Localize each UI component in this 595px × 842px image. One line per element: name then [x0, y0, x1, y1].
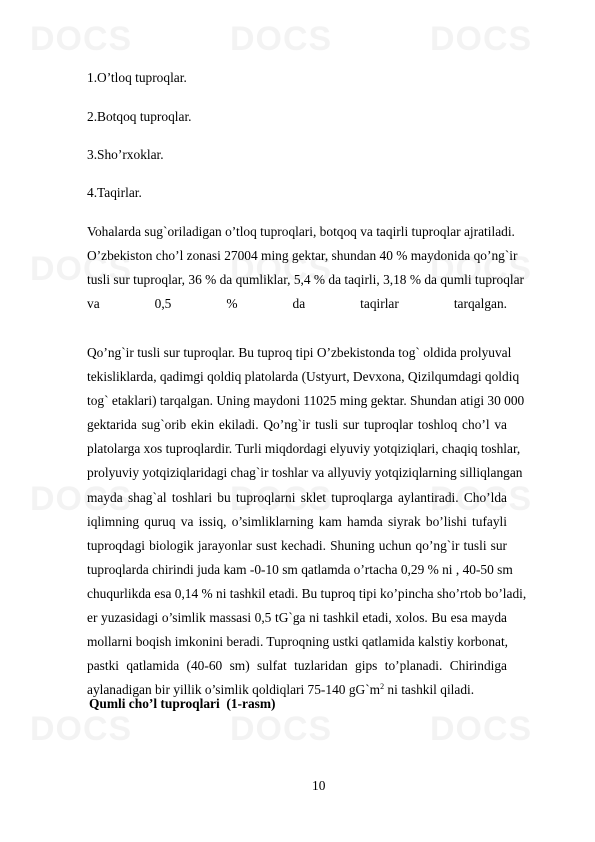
text-line: mayda shag`al toshlari bu tuproqlarni sklet tuproqlarga aylantiradi. Cho’lda — [87, 489, 507, 505]
watermark — [430, 20, 532, 59]
watermark — [430, 710, 532, 749]
watermark — [30, 20, 132, 59]
text-line: O’zbekiston cho’l zonasi 27004 ming gektar, shundan 40 % maydonida qo’ng`ir — [87, 248, 518, 264]
text-line: tuproqdagi biologik jarayonlar sust kechadi. Shuning uchun qo’ng`ir tusli sur — [87, 537, 507, 553]
text-run: ni tashkil qiladi. — [384, 682, 475, 698]
text-run: aylanadigan bir yillik o’simlik qoldiqlari 75-140 gG`m — [87, 682, 381, 698]
text-line: Qo’ng`ir tusli sur tuproqlar. Bu tuproq tipi O’zbekistonda tog` oldida prolyuval — [87, 345, 512, 360]
text-line: tuproqlarda chirindi juda kam -0-10 sm qatlamda o’rtacha 0,29 % ni , 40-50 sm — [87, 561, 513, 577]
text-line: tusli sur tuproqlar, 36 % da qumliklar, 5,4 % da taqirli, 3,18 % da qumli tuproqlar — [87, 272, 525, 288]
text-line: iqlimning quruq va issiq, o’simliklarning kam hamda siyrak bo’lishi tufayli — [87, 513, 507, 529]
text-line: tog` etaklari) tarqalgan. Uning maydoni 11025 ming gektar. Shundan atigi 30 000 — [87, 393, 525, 409]
list-item: 3.Sho’rxoklar. — [87, 147, 164, 162]
text-line: er yuzasidagi o’simlik massasi 0,5 tG`ga ni tashkil etadi, xolos. Bu esa mayda — [87, 610, 507, 626]
section-heading: Qumli cho’l tuproqlari (1-rasm) — [89, 696, 276, 711]
paragraph-2 — [87, 341, 527, 702]
text-line: gektarida sug`orib ekin ekiladi. Qo’ng`ir tusli sur tuproqlar toshloq cho’l va — [87, 417, 507, 433]
page-number: 10 — [312, 778, 326, 793]
watermark — [230, 20, 332, 59]
text-line: mollarni boqish imkonini beradi. Tuproqning ustki qatlamida kalstiy korbonat, — [87, 634, 509, 650]
list-item: 4.Taqirlar. — [87, 185, 142, 200]
watermark — [30, 710, 132, 749]
list-item: 2.Botqoq tuproqlar. — [87, 109, 192, 124]
list-item: 1.O’tloq tuproqlar. — [87, 70, 187, 85]
text-line: va 0,5 % da taqirlar tarqalgan. — [87, 296, 507, 312]
text-line: platolarga xos tuproqlardir. Turli miqdordagi elyuviy yotqiziqlari, chaqiq toshlar, — [87, 441, 521, 457]
text-line: pastki qatlamida (40-60 sm) sulfat tuzlaridan gips to’planadi. Chirindiga — [87, 658, 507, 674]
text-line: prolyuviy yotqiziqlaridagi chag`ir toshlar va allyuviy yotqiziqlarning silliqlangan — [87, 465, 523, 481]
text-line: chuqurlikda esa 0,14 % ni tashkil etadi. Bu tuproq tipi ko’pincha sho’rtob bo’ladi, — [87, 585, 527, 601]
text-line: Vohalarda sug`oriladigan o’tloq tuproqlari, botqoq va taqirli tuproqlar ajratiladi. — [87, 224, 515, 239]
watermark — [230, 710, 332, 749]
paragraph-1 — [87, 220, 525, 316]
superscript: 2 — [380, 682, 385, 692]
text-line: tekisliklarda, qadimgi qoldiq platolarda (Ustyurt, Devxona, Qizilqumdagi qoldiq — [87, 369, 520, 385]
